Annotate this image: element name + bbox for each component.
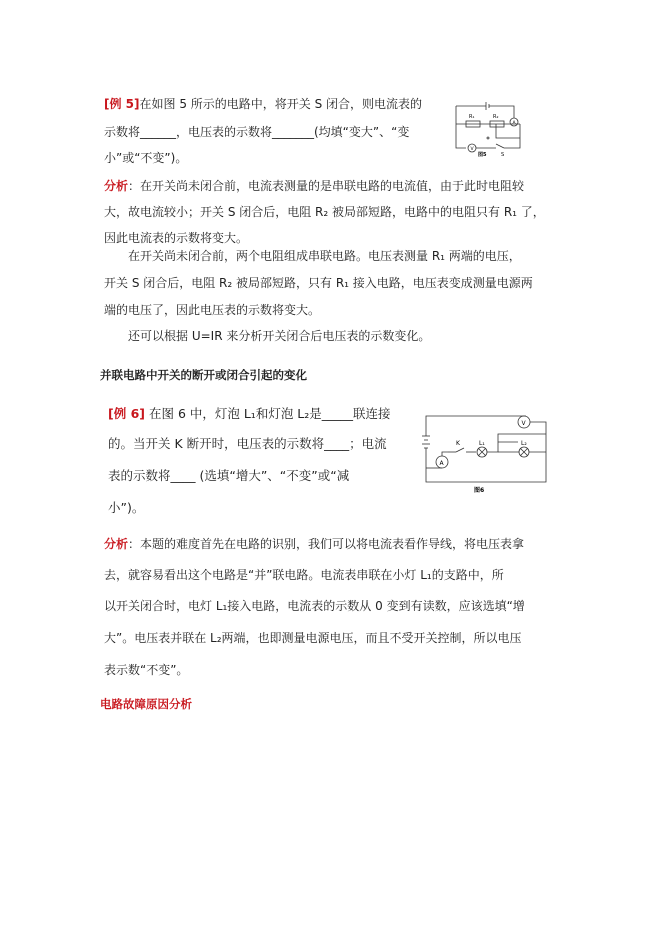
fig6-l2: L₂: [521, 440, 527, 447]
ex5-analysis-label: 分析: [104, 179, 129, 193]
ex5-line3: 小”或“不变”)。: [104, 151, 188, 165]
figure-5-circuit: [452, 100, 530, 158]
fig6-l1: L₁: [479, 440, 485, 447]
ex6-line2: 的。当开关 K 断开时，电压表的示数将____；电流: [108, 436, 387, 451]
fig6-switch-k: K: [456, 440, 460, 447]
ex6-line1: [108, 406, 391, 422]
ex5-line1: [104, 96, 422, 112]
fig6-ammeter: A: [439, 460, 444, 467]
ex6-tag: [例 6]: [108, 406, 145, 421]
ex5-analysis-line3: 因此电流表的示数将变大。: [104, 231, 249, 245]
ex5-para2-line2: 开关 S 闭合后，电阻 R₂ 被局部短路，只有 R₁ 接入电路，电压表变成测量电源两: [104, 276, 533, 290]
fig6-caption: 图6: [474, 487, 485, 494]
ex6-text1: 在图 6 中，灯泡 L₁和灯泡 L₂是_____联连接: [148, 406, 391, 421]
ex5-tag: [例 5]: [104, 97, 140, 111]
ex5-para2-line3: 端的电压了，因此电压表的示数将变大。: [104, 303, 321, 317]
ex6-analysis-line2: 去，就容易看出这个电路是“并”联电路。电流表串联在小灯 L₁的支路中，所: [104, 568, 504, 582]
figure-6-circuit: [418, 412, 550, 494]
ex6-analysis-text1: ：本题的难度首先在电路的识别，我们可以将电流表看作导线，将电压表拿: [128, 537, 525, 551]
ex5-analysis-line2: 大，故电流较小；开关 S 闭合后，电阻 R₂ 被局部短路，电路中的电阻只有 R₁ 了，: [104, 205, 545, 219]
fig5-caption: 图5: [478, 152, 487, 158]
ex5-analysis-line1: [104, 178, 524, 194]
ex6-analysis-line4: 大”。电压表并联在 L₂两端，也即测量电源电压，而且不受开关控制，所以电压: [104, 631, 522, 645]
ex6-analysis-label: 分析: [104, 537, 129, 551]
fig5-r2: R₂: [493, 114, 499, 120]
ex6-line3: 表的示数将____ (选填“增大”、“不变”或“减: [108, 468, 350, 483]
ex5-text1: 在如图 5 所示的电路中，将开关 S 闭合，则电流表的: [139, 97, 423, 111]
fig5-r1: R₁: [469, 114, 475, 120]
fig5-switch: S: [501, 152, 505, 158]
ex6-analysis-line1: [104, 536, 524, 552]
fig6-voltmeter: V: [521, 420, 526, 427]
fig5-ammeter: A: [512, 121, 516, 126]
section-heading-parallel-switch: 并联电路中开关的断开或闭合引起的变化: [100, 368, 307, 382]
ex5-para3: 还可以根据 U=IR 来分析开关闭合后电压表的示数变化。: [128, 329, 431, 343]
ex6-analysis-line5: 表示数“不变”。: [104, 663, 189, 677]
ex5-para2-line1: 在开关尚未闭合前，两个电阻组成串联电路。电压表测量 R₁ 两端的电压，: [128, 249, 521, 263]
section-heading-fault-analysis: 电路故障原因分析: [100, 697, 192, 711]
ex6-analysis-line3: 以开关闭合时，电灯 L₁接入电路，电流表的示数从 0 变到有读数，应该选填“增: [104, 599, 525, 613]
ex6-line4: 小”)。: [108, 500, 145, 515]
ex5-line2: 示数将______，电压表的示数将_______(均填“变大”、“变: [104, 125, 410, 139]
ex5-analysis-text1: ：在开关尚未闭合前，电流表测量的是串联电路的电流值，由于此时电阻较: [128, 179, 525, 193]
fig5-voltmeter: V: [470, 147, 474, 152]
